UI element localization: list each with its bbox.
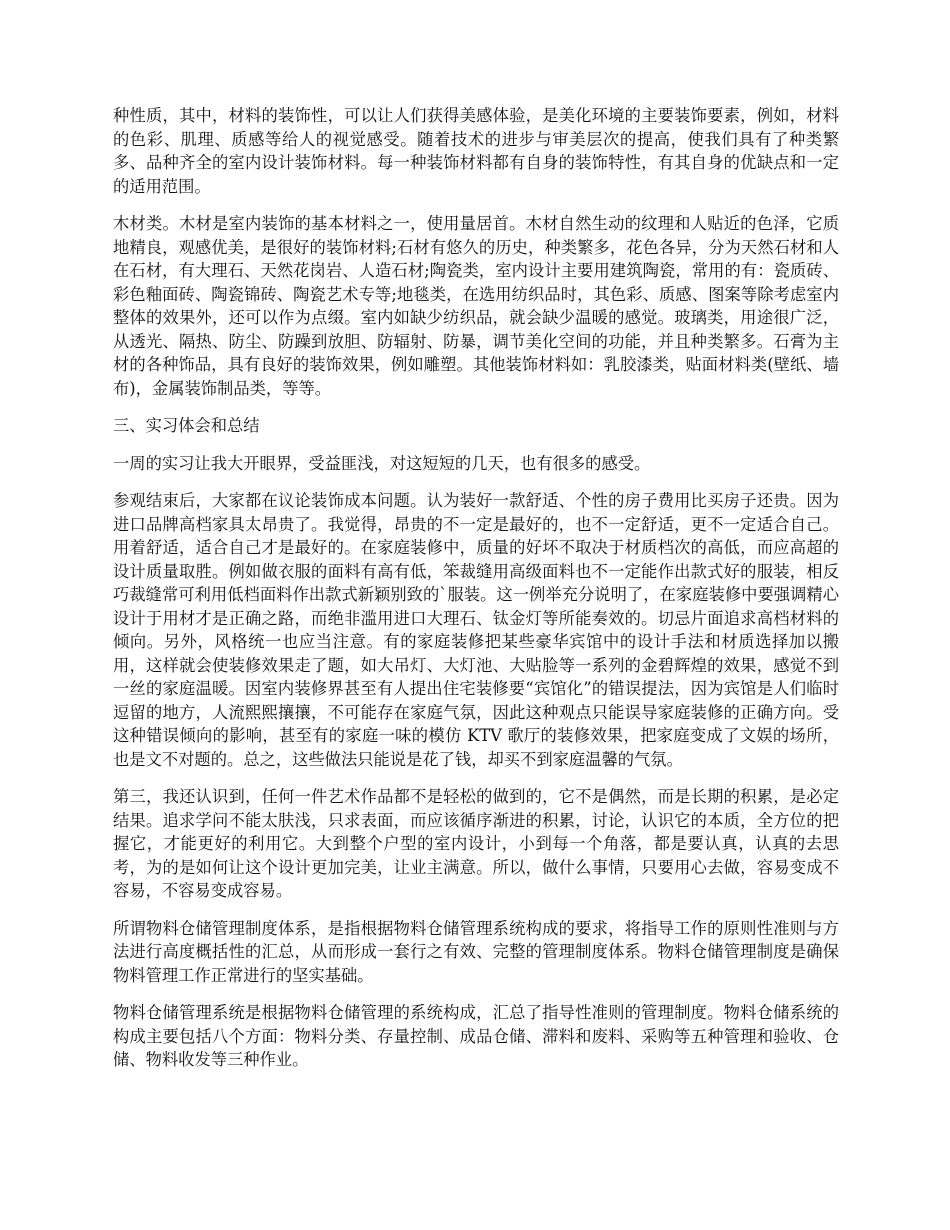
- paragraph-third-realization: 第三，我还认识到，任何一件艺术作品都不是轻松的做到的，它不是偶然，而是长期的积累，是必定结果。追求学问不能太肤浅，只求表面，而应该循序渐进的积累，讨论，认识它的本质，全方位的把握它，才能更好的利用它。大到整个户型的室内设计，小到每一个角落，都是要认真，认真的去思考，为的是如何让这个设计更加完美，让业主满意。所以，做什么事情，只要用心去做，容易变成不容易，不容易变成容易。: [113, 787, 839, 900]
- paragraph-material-decorative-properties: 种性质，其中，材料的装饰性，可以让人们获得美感体验，是美化环境的主要装饰要素，例如，材料的色彩、肌理、质感等给人的视觉感受。随着技术的进步与审美层次的提高，使我们具有了种类繁多、品种齐全的室内设计装饰材料。每一种装饰材料都有自身的装饰特性，有其自身的优缺点和一定的适用范围。: [113, 106, 839, 196]
- document-page: [113, 104, 839, 1086]
- section-heading-internship-summary: 三、实习体会和总结: [113, 416, 260, 435]
- paragraph-warehouse-system-composition: 物料仓储管理系统是根据物料仓储管理的系统构成，汇总了指导性准则的管理制度。物料仓储系统的构成主要包括八个方面：物料分类、存量控制、成品仓储、滞料和废料、采购等五种管理和验收、仓储、物料收发等三种作业。: [113, 1003, 839, 1069]
- paragraph-material-categories: 木材类。木材是室内装饰的基本材料之一，使用量居首。木材自然生动的纹理和人贴近的色泽，它质地精良，观感优美，是很好的装饰材料;石材有悠久的历史，种类繁多，花色各异，分为天然石材和人在石材，有大理石、天然花岗岩、人造石材;陶瓷类，室内设计主要用建筑陶瓷，常用的有：瓷质砖、彩色釉面砖、陶瓷锦砖、陶瓷艺术专等;地毯类，在选用纺织品时，其色彩、质感、图案等除考虑室内整体的效果外，还可以作为点缀。室内如缺少纺织品，就会缺少温暖的感觉。玻璃类，用途很广泛，从透光、隔热、防尘、防躁到放胆、防辐射、防暴，调节美化空间的功能，并且种类繁多。石膏为主材的各种饰品，具有良好的装饰效果，例如雕塑。其他装饰材料如：乳胶漆类，贴面材料类(壁纸、墙布)，金属装饰制品类，等等。: [113, 214, 839, 398]
- paragraph-internship-impression: 一周的实习让我大开眼界，受益匪浅，对这短短的几天，也有很多的感受。: [113, 453, 651, 473]
- paragraph-decoration-cost-discussion: 参观结束后，大家都在议论装饰成本问题。认为装好一款舒适、个性的房子费用比买房子还贵。因为进口品牌高档家具太昂贵了。我觉得，昂贵的不一定是最好的，也不一定舒适，更不一定适合自己。用着舒适，适合自己才是最好的。在家庭装修中，质量的好坏不取决于材质档次的高低，而应高超的设计质量取胜。例如做衣服的面料有高有低，笨裁缝用高级面料也不一定能作出款式好的服装，相反巧裁缝常可利用低档面料作出款式新颖别致的`服装。这一例举充分说明了，在家庭装修中要强调精心设计于用材才是正确之路，而绝非滥用进口大理石、钛金灯等所能奏效的。切忌片面追求高档材料的倾向。另外，风格统一也应当注意。有的家庭装修把某些豪华宾馆中的设计手法和材质选择加以搬用，这样就会使装修效果走了题，如大吊灯、大灯池、大贴脸等一系列的金碧辉煌的效果，感觉不到一丝的家庭温暖。因室内装修界甚至有人提出住宅装修要“宾馆化”的错误提法，因为宾馆是人们临时逗留的地方，人流熙熙攘攘，不可能存在家庭气氛，因此这种观点只能误导家庭装修的正确方向。受这种错误倾向的影响，甚至有的家庭一味的模仿 KTV 歌厅的装修效果，把家庭变成了文娱的场所，也是文不对题的。总之，这些做法只能说是花了钱，却买不到家庭温馨的气氛。: [113, 491, 839, 769]
- paragraph-warehouse-management-system: 所谓物料仓储管理制度体系，是指根据物料仓储管理系统构成的要求，将指导工作的原则性准则与方法进行高度概括性的汇总，从而形成一套行之有效、完整的管理制度体系。物料仓储管理制度是确保物料管理工作正常进行的坚实基础。: [113, 918, 839, 985]
